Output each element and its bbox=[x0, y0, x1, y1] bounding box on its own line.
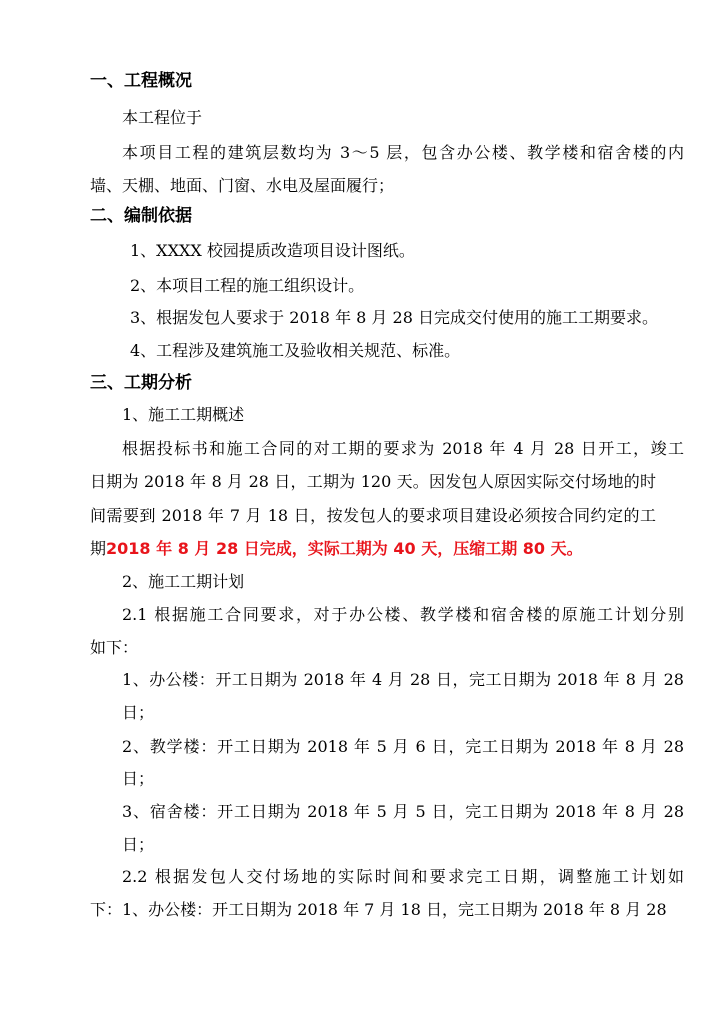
section-heading-overview: 一、工程概况 bbox=[90, 71, 192, 91]
list-item: 3、根据发包人要求于 2018 年 8 月 28 日完成交付使用的施工工期要求。 bbox=[130, 308, 658, 327]
list-item: 1、XXXX 校园提质改造项目设计图纸。 bbox=[130, 241, 415, 260]
emphasis-text: 2018 年 8 月 28 日完成，实际工期为 40 天，压缩工期 80 天。 bbox=[106, 539, 583, 558]
section-heading-schedule: 三、工期分析 bbox=[90, 373, 192, 393]
paragraph-line: 根据投标书和施工合同的对工期的要求为 2018 年 4 月 28 日开工，竣工 bbox=[122, 439, 684, 458]
paragraph-line bbox=[90, 538, 724, 560]
paragraph-line: 间需要到 2018 年 7 月 18 日，按发包人的要求项目建设必须按合同约定的工 bbox=[90, 506, 656, 525]
list-item: 2、本项目工程的施工组织设计。 bbox=[130, 276, 365, 295]
paragraph-line: 如下： bbox=[90, 638, 139, 657]
paragraph-line: 2.2 根据发包人交付场地的实际时间和要求完工日期，调整施工计划如 bbox=[122, 867, 684, 886]
plan-item-tail: 日； bbox=[122, 835, 155, 854]
paragraph-line: 本项目工程的建筑层数均为 3～5 层，包含办公楼、教学楼和宿舍楼的内 bbox=[122, 143, 684, 162]
paragraph-text: 期 bbox=[90, 539, 107, 558]
paragraph-line: 下：1、办公楼：开工日期为 2018 年 7 月 18 日，完工日期为 2018 年 8 月 28 bbox=[90, 900, 667, 919]
plan-item-tail: 日； bbox=[122, 769, 155, 788]
section-heading-basis: 二、编制依据 bbox=[90, 206, 192, 226]
plan-item: 1、办公楼：开工日期为 2018 年 4 月 28 日，完工日期为 2018 年 8 月 28 bbox=[122, 670, 684, 689]
plan-item: 2、教学楼：开工日期为 2018 年 5 月 6 日，完工日期为 2018 年 8 月 28 bbox=[122, 737, 684, 756]
plan-item-tail: 日； bbox=[122, 703, 155, 722]
list-item: 4、工程涉及建筑施工及验收相关规范、标准。 bbox=[130, 341, 461, 360]
paragraph: 本工程位于 bbox=[122, 108, 203, 127]
paragraph-line: 2.1 根据施工合同要求，对于办公楼、教学楼和宿舍楼的原施工计划分别 bbox=[122, 605, 684, 624]
sub-heading: 1、施工工期概述 bbox=[122, 405, 245, 424]
plan-item: 3、宿舍楼：开工日期为 2018 年 5 月 5 日，完工日期为 2018 年 8 月 28 bbox=[122, 802, 684, 821]
paragraph-line: 墙、天棚、地面、门窗、水电及屋面履行； bbox=[90, 176, 395, 195]
sub-heading: 2、施工工期计划 bbox=[122, 572, 245, 591]
paragraph-line: 日期为 2018 年 8 月 28 日，工期为 120 天。因发包人原因实际交付场地的时 bbox=[90, 472, 656, 491]
